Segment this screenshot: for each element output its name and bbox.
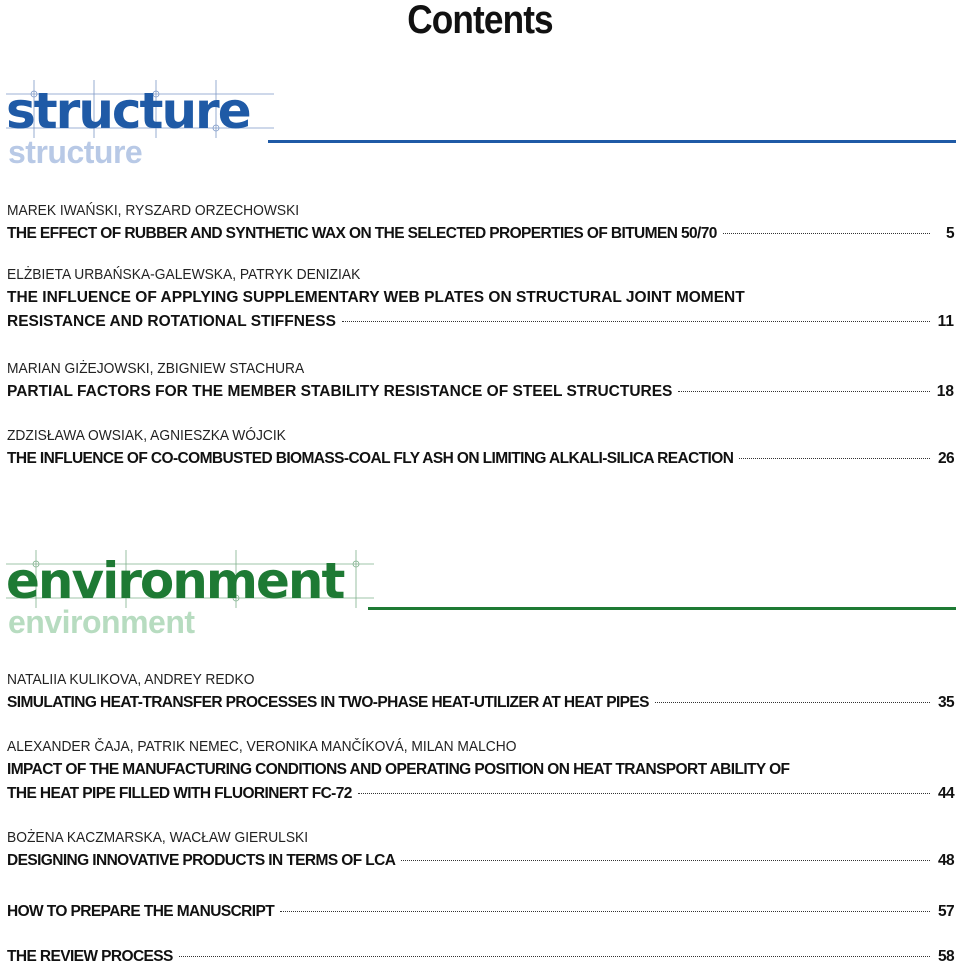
entry-title[interactable]: THE INFLUENCE OF APPLYING SUPPLEMENTARY WEB PLATES ON STRUCTURAL JOINT MOMENT: [7, 289, 745, 306]
dot-leader: [342, 321, 930, 322]
toc-entry[interactable]: [7, 671, 954, 715]
toc-entry[interactable]: [7, 427, 954, 471]
section-header-environment: [6, 552, 956, 640]
entry-title[interactable]: SIMULATING HEAT-TRANSFER PROCESSES IN TWO-PHASE HEAT-UTILIZER AT HEAT PIPES: [7, 694, 649, 711]
toc-entry[interactable]: [7, 360, 954, 404]
section-title-structure: structure: [6, 82, 250, 140]
entry-page-number[interactable]: 18: [936, 383, 954, 400]
toc-entry[interactable]: [7, 202, 954, 246]
toc-entry-extra[interactable]: [7, 900, 954, 924]
entry-authors: NATALIIA KULIKOVA, ANDREY REDKO: [7, 671, 255, 688]
entry-title[interactable]: HOW TO PREPARE THE MANUSCRIPT: [7, 903, 275, 920]
entry-title-line: [7, 286, 954, 310]
section-rule-environment: [368, 607, 956, 610]
entry-page-number[interactable]: 26: [937, 450, 954, 467]
toc-entry[interactable]: [7, 266, 954, 334]
entry-title-line: [7, 447, 954, 471]
toc-entry[interactable]: [7, 738, 954, 806]
entry-authors: ALEXANDER ČAJA, PATRIK NEMEC, VERONIKA MANČÍKOVÁ, MILAN MALCHO: [7, 738, 517, 755]
entry-page-number[interactable]: 57: [937, 903, 954, 920]
entry-page-number[interactable]: 44: [937, 785, 954, 802]
dot-leader: [655, 702, 930, 703]
entry-title[interactable]: DESIGNING INNOVATIVE PRODUCTS IN TERMS OF LCA: [7, 852, 396, 869]
entry-title-line: [7, 945, 954, 969]
entry-title-line: [7, 782, 954, 806]
entry-page-number[interactable]: 35: [937, 694, 954, 711]
entry-page-number[interactable]: 48: [937, 852, 954, 869]
section-header-structure: [6, 82, 956, 170]
entry-authors: ELŻBIETA URBAŃSKA-GALEWSKA, PATRYK DENIZIAK: [7, 266, 361, 283]
entry-title-line: [7, 758, 954, 782]
entry-title-line: [7, 310, 954, 334]
entry-title[interactable]: PARTIAL FACTORS FOR THE MEMBER STABILITY RESISTANCE OF STEEL STRUCTURES: [7, 383, 673, 400]
entry-title[interactable]: THE REVIEW PROCESS: [7, 948, 173, 965]
entry-title-continued[interactable]: RESISTANCE AND ROTATIONAL STIFFNESS: [7, 313, 336, 330]
entry-title[interactable]: THE EFFECT OF RUBBER AND SYNTHETIC WAX ON THE SELECTED PROPERTIES OF BITUMEN 50/70: [7, 225, 717, 242]
entry-page-number[interactable]: 11: [937, 313, 954, 330]
entry-authors: MAREK IWAŃSKI, RYSZARD ORZECHOWSKI: [7, 202, 300, 219]
section-subtitle-environment: environment: [8, 604, 195, 640]
entry-title-continued[interactable]: THE HEAT PIPE FILLED WITH FLUORINERT FC-72: [7, 785, 352, 802]
dot-leader: [401, 860, 930, 861]
entry-title-line: [7, 900, 954, 924]
toc-entry[interactable]: [7, 829, 954, 873]
entry-authors: BOŻENA KACZMARSKA, WACŁAW GIERULSKI: [7, 829, 309, 846]
section-rule-structure: [268, 140, 956, 143]
toc-entry-extra[interactable]: [7, 945, 954, 969]
dot-leader: [739, 458, 930, 459]
entry-title-line: [7, 222, 954, 246]
dot-leader: [280, 911, 930, 912]
entry-title[interactable]: IMPACT OF THE MANUFACTURING CONDITIONS AND OPERATING POSITION ON HEAT TRANSPORT ABILITY OF: [7, 761, 790, 778]
entry-authors: ZDZISŁAWA OWSIAK, AGNIESZKA WÓJCIK: [7, 427, 286, 444]
page-title: Contents: [407, 0, 553, 42]
dot-leader: [358, 793, 930, 794]
entry-title[interactable]: THE INFLUENCE OF CO-COMBUSTED BIOMASS-COAL FLY ASH ON LIMITING ALKALI-SILICA REACTION: [7, 450, 734, 467]
entry-title-line: [7, 691, 954, 715]
entry-page-number[interactable]: 5: [945, 225, 954, 242]
section-title-environment: environment: [6, 552, 344, 610]
dot-leader: [678, 391, 930, 392]
entry-title-line: [7, 380, 954, 404]
entry-page-number[interactable]: 58: [937, 948, 954, 965]
dot-leader: [179, 956, 930, 957]
entry-authors: MARIAN GIŻEJOWSKI, ZBIGNIEW STACHURA: [7, 360, 305, 377]
section-subtitle-structure: structure: [8, 134, 143, 170]
entry-title-line: [7, 849, 954, 873]
dot-leader: [723, 233, 930, 234]
